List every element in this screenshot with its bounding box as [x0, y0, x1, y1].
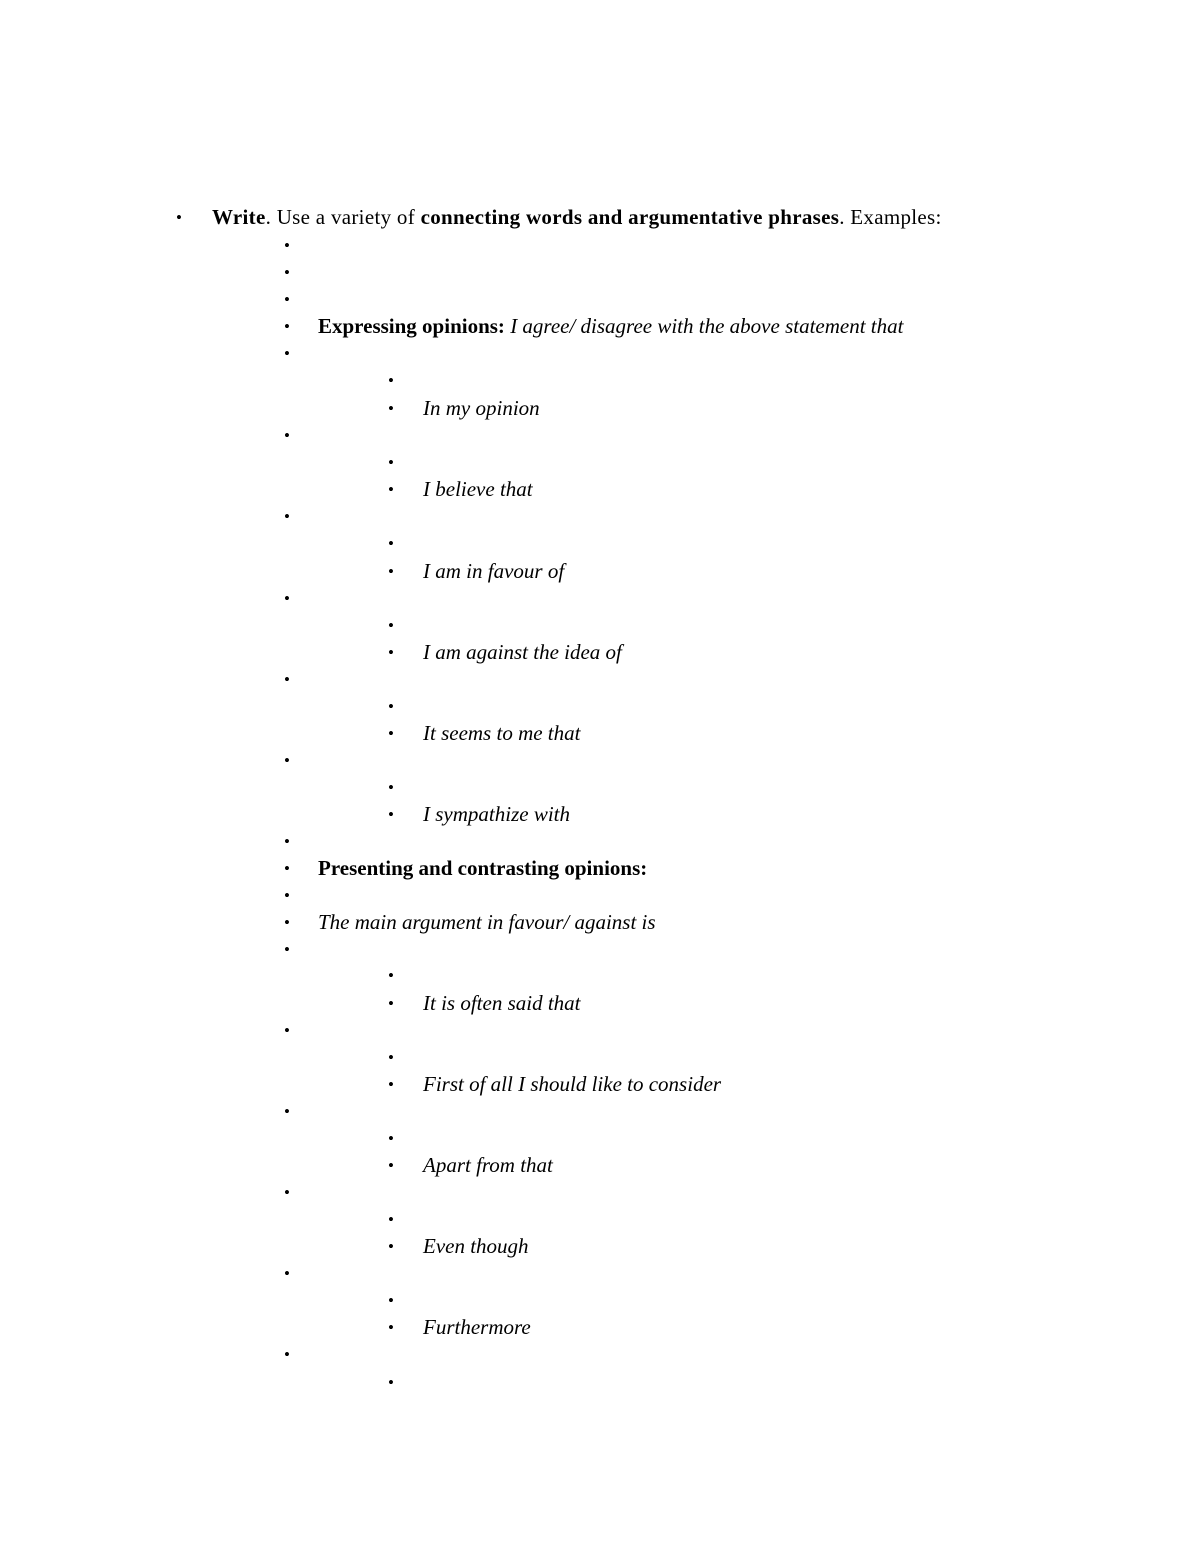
bullet: • [388, 1075, 394, 1094]
bullet: • [388, 1237, 394, 1256]
bullet: • [388, 724, 394, 743]
intro-text [212, 204, 942, 231]
bullet: • [388, 966, 394, 985]
bullet: • [284, 1183, 290, 1202]
phrase-text: I sympathize with [423, 802, 570, 826]
bullet: • [388, 643, 394, 662]
bullet: • [388, 994, 394, 1013]
bullet: • [388, 1373, 394, 1392]
bullet: • [388, 480, 394, 499]
phrase-text: First of all I should like to consider [423, 1072, 722, 1096]
phrase-text: In my opinion [423, 396, 540, 420]
bullet: • [284, 940, 290, 959]
bullet: • [284, 670, 290, 689]
expressing-label: Expressing opinions: [318, 314, 505, 338]
bullet: • [284, 859, 290, 878]
bullet: • [284, 317, 290, 336]
bullet: • [284, 1264, 290, 1283]
phrase-text: I am in favour of [423, 559, 565, 583]
intro-lead: Write [212, 205, 266, 229]
phrase-text: I am against the idea of [423, 640, 622, 664]
bullet: • [388, 1129, 394, 1148]
bullet: • [284, 263, 290, 282]
bullet: • [388, 1291, 394, 1310]
intro-lead-rest: . Use a variety of [265, 205, 421, 229]
presenting-heading: Presenting and contrasting opinions: [318, 856, 648, 880]
bullet: • [388, 778, 394, 797]
phrase-text: Apart from that [423, 1153, 553, 1177]
bullet: • [284, 507, 290, 526]
bullet: • [388, 534, 394, 553]
phrase-text: Furthermore [423, 1315, 531, 1339]
phrase-text: I believe that [423, 477, 533, 501]
intro-emphasis: connecting words and argumentative phrases [420, 205, 840, 229]
phrase-text: Even though [423, 1234, 529, 1258]
bullet: • [284, 751, 290, 770]
intro-tail: . Examples: [839, 205, 942, 229]
bullet: • [284, 236, 290, 255]
phrase-text: It is often said that [423, 991, 581, 1015]
expressing-example: I agree/ disagree with the above statement that [504, 314, 904, 338]
bullet: • [284, 913, 290, 932]
bullet: • [388, 562, 394, 581]
bullet: • [388, 1318, 394, 1337]
bullet: • [284, 290, 290, 309]
bullet: • [388, 697, 394, 716]
expressing-heading [318, 313, 903, 340]
bullet: • [284, 1102, 290, 1121]
bullet: • [388, 453, 394, 472]
presenting-example: The main argument in favour/ against is [318, 910, 656, 934]
bullet: • [388, 371, 394, 390]
bullet: • [284, 344, 290, 363]
bullet: • [176, 208, 182, 227]
bullet: • [284, 1021, 290, 1040]
bullet: • [284, 886, 290, 905]
bullet: • [388, 1210, 394, 1229]
bullet: • [388, 805, 394, 824]
bullet: • [388, 399, 394, 418]
bullet: • [388, 1048, 394, 1067]
bullet: • [284, 832, 290, 851]
bullet: • [388, 1156, 394, 1175]
bullet: • [284, 589, 290, 608]
bullet: • [388, 616, 394, 635]
bullet: • [284, 426, 290, 445]
bullet: • [284, 1345, 290, 1364]
phrase-text: It seems to me that [423, 721, 581, 745]
